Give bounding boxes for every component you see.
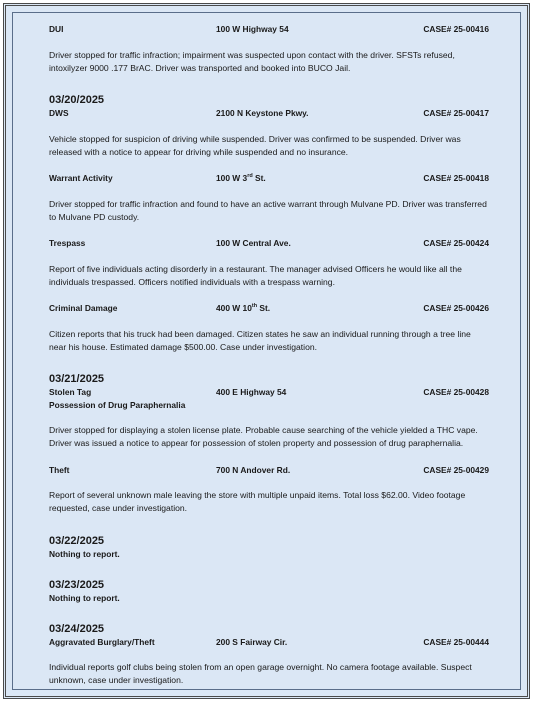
- case-number: CASE# 25-00429: [423, 464, 489, 475]
- incident-subtype: Possession of Drug Paraphernalia: [49, 399, 186, 410]
- incident-narrative: Driver stopped for traffic infraction; impairment was suspected upon contact with the driver. SFSTs refused, intoxilyzer 9000 .177 BrAC. Driver was transported and booked into BUCO Jail.: [49, 49, 455, 73]
- case-number: CASE# 25-00417: [423, 108, 489, 118]
- report-date: 03/24/2025: [49, 622, 105, 635]
- incident-type: DUI: [49, 24, 64, 34]
- incident-type: Stolen Tag: [49, 387, 92, 397]
- case-number: CASE# 25-00444: [423, 636, 489, 647]
- case-number: CASE# 25-00426: [423, 303, 489, 313]
- incident-address: 2100 N Keystone Pkwy.: [216, 108, 309, 118]
- report-page: [3, 3, 530, 699]
- case-number: CASE# 25-00416: [423, 24, 489, 34]
- address-text: 400 W 10: [216, 303, 252, 313]
- report-date: 03/23/2025: [49, 578, 105, 591]
- incident-address: [216, 172, 266, 185]
- incident-narrative: Driver stopped for traffic infraction and found to have an active warrant through Mulvane PD. Driver was transferred to Mulvane PD custody.: [49, 198, 487, 222]
- incident-address: [216, 302, 270, 315]
- incident-address: 400 E Highway 54: [216, 387, 287, 397]
- incident-narrative: Report of five individuals acting disorderly in a restaurant. The manager advised Officers he would like all the individuals trespassed. Officers notified individuals with a trespass warning.: [49, 263, 462, 287]
- incident-header: [49, 464, 489, 477]
- incident-address: 100 W Highway 54: [216, 24, 289, 34]
- address-text: St.: [257, 303, 271, 313]
- report-date: 03/22/2025: [49, 534, 105, 547]
- nothing-to-report: Nothing to report.: [49, 548, 120, 559]
- report-content: [49, 23, 489, 701]
- incident-type: Trespass: [49, 238, 86, 248]
- report-date: 03/21/2025: [49, 373, 105, 385]
- incident-header: [49, 237, 489, 250]
- incident-narrative: Citizen reports that his truck had been damaged. Citizen states he saw an individual running through a tree line near his house. Estimated damage $500.00. Case under investigation.: [49, 328, 471, 352]
- incident-address: 100 W Central Ave.: [216, 238, 291, 248]
- case-number: CASE# 25-00424: [423, 238, 489, 248]
- case-number: CASE# 25-00418: [423, 173, 489, 183]
- incident-header: [49, 23, 489, 36]
- incident-narrative: Report of several unknown male leaving the store with multiple unpaid items. Total loss $62.00. Video footage requested, case under investigation.: [49, 490, 466, 514]
- incident-type: DWS: [49, 108, 69, 118]
- address-ordinal: rd: [247, 173, 253, 180]
- incident-header: [49, 636, 489, 649]
- incident-narrative: Vehicle stopped for suspicion of driving while suspended. Driver was confirmed to be suspended. Driver was released with a notice to appear for driving while suspended and no insurance.: [49, 133, 461, 157]
- incident-address: 700 N Andover Rd.: [216, 464, 291, 475]
- incident-type: Warrant Activity: [49, 173, 113, 183]
- incident-header: [49, 386, 489, 399]
- address-text: 100 W 3: [216, 173, 248, 183]
- incident-header: [49, 107, 489, 120]
- address-ordinal: th: [251, 303, 258, 310]
- nothing-to-report: Nothing to report.: [49, 592, 120, 603]
- incident-type: Aggravated Burglary/Theft: [49, 636, 155, 647]
- incident-address: 200 S Fairway Cir.: [216, 636, 288, 647]
- report-date: 03/20/2025: [49, 94, 105, 106]
- address-text: St.: [252, 173, 266, 183]
- incident-type: Theft: [49, 464, 70, 475]
- incident-narrative: Driver stopped for displaying a stolen license plate. Probable cause searching of the vehicle yielded a THC vape. Driver was issued a notice to appear for possession of stolen property and possession of drug paraphernalia.: [49, 425, 478, 449]
- case-number: CASE# 25-00428: [423, 387, 489, 397]
- incident-header: [49, 172, 489, 185]
- incident-narrative: Individual reports golf clubs being stolen from an open garage overnight. No camera footage available. Suspect unknown, case under investigation.: [49, 662, 472, 686]
- incident-type: Criminal Damage: [49, 303, 118, 313]
- incident-header: [49, 302, 489, 315]
